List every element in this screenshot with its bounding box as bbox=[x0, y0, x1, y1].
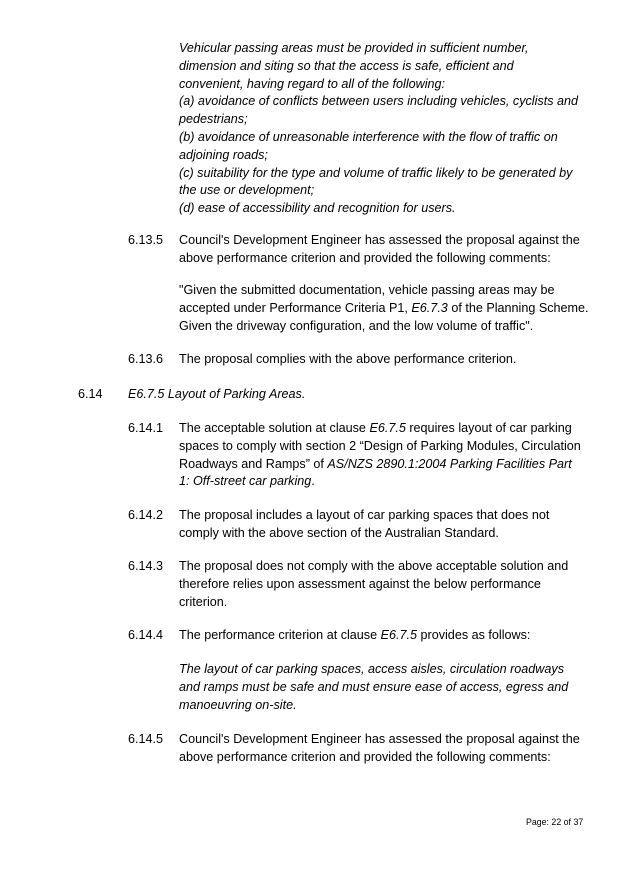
paragraph-line: spaces to comply with section 2 “Design of Parking Modules, Circulation bbox=[179, 438, 581, 453]
engineer-comment-quote bbox=[179, 282, 589, 335]
paragraph-6-14-3 bbox=[179, 558, 568, 611]
paragraph-line: Council's Development Engineer has assessed the proposal against the bbox=[179, 233, 580, 247]
criterion-line: the use or development; bbox=[179, 183, 315, 198]
paragraph-line: Roadways and Ramps” of AS/NZS 2890.1:2004 Parking Facilities Part bbox=[179, 456, 572, 471]
clause-reference: E6.7.5 bbox=[380, 628, 418, 642]
paragraph-line: comply with the above section of the Australian Standard. bbox=[179, 525, 499, 540]
criterion-line: pedestrians; bbox=[179, 112, 248, 127]
paragraph-line: 1: Off-street car parking. bbox=[179, 474, 315, 489]
criterion-line: dimension and siting so that the access is safe, efficient and bbox=[179, 58, 514, 73]
paragraph-line: above performance criterion and provided the following comments: bbox=[179, 749, 551, 764]
criterion-line: (b) avoidance of unreasonable interference with the flow of traffic on bbox=[179, 129, 558, 144]
paragraph-number-6-14-3: 6.14.3 bbox=[128, 559, 164, 573]
paragraph-line: above performance criterion and provided the following comments: bbox=[179, 250, 551, 265]
paragraph-6-14-2 bbox=[179, 507, 549, 543]
paragraph-number-6-14-1: 6.14.1 bbox=[128, 421, 164, 435]
paragraph-number-6-14-2: 6.14.2 bbox=[128, 508, 164, 522]
paragraph-line: Council's Development Engineer has assessed the proposal against the bbox=[179, 732, 580, 746]
clause-reference: E6.7.3 bbox=[411, 300, 448, 315]
paragraph-number-6-14-5: 6.14.5 bbox=[128, 732, 164, 746]
performance-criterion-parking-layout bbox=[179, 661, 568, 714]
performance-criterion-passing-areas bbox=[179, 40, 578, 218]
clause-reference: E6.7.5 bbox=[369, 421, 406, 435]
criterion-line: (c) suitability for the type and volume of traffic likely to be generated by bbox=[179, 165, 573, 180]
paragraph-line: criterion. bbox=[179, 594, 228, 609]
paragraph-6-14-4: The performance criterion at clause E6.7.5 provides as follows: bbox=[179, 628, 531, 642]
criterion-line: adjoining roads; bbox=[179, 147, 268, 162]
paragraph-6-14-1 bbox=[179, 420, 581, 491]
section-number-6-14: 6.14 bbox=[78, 387, 103, 401]
paragraph-6-14-5 bbox=[179, 731, 580, 767]
standard-reference: AS/NZS 2890.1:2004 Parking Facilities Part bbox=[327, 456, 572, 471]
paragraph-line: The proposal includes a layout of car parking spaces that does not bbox=[179, 508, 550, 522]
quote-line: accepted under Performance Criteria P1, E6.7.3 of the Planning Scheme. bbox=[179, 300, 589, 315]
paragraph-line: therefore relies upon assessment against the below performance bbox=[179, 576, 541, 591]
section-title-6-14: E6.7.5 Layout of Parking Areas. bbox=[128, 387, 306, 401]
paragraph-6-13-6: The proposal complies with the above performance criterion. bbox=[179, 352, 517, 366]
paragraph-line: The acceptable solution at clause E6.7.5 requires layout of car parking bbox=[179, 421, 572, 435]
paragraph-6-13-5 bbox=[179, 232, 580, 268]
criterion-line: (d) ease of accessibility and recognition for users. bbox=[179, 201, 456, 216]
paragraph-number-6-14-4: 6.14.4 bbox=[128, 628, 164, 642]
paragraph-line: The proposal does not comply with the above acceptable solution and bbox=[179, 559, 569, 573]
criterion-line: and ramps must be safe and must ensure ease of access, egress and bbox=[179, 679, 569, 694]
criterion-line: Vehicular passing areas must be provided in sufficient number, bbox=[179, 41, 529, 55]
criterion-line: (a) avoidance of conflicts between users including vehicles, cyclists and bbox=[179, 94, 579, 109]
criterion-line: manoeuvring on-site. bbox=[179, 697, 297, 712]
page-number: Page: 22 of 37 bbox=[526, 817, 584, 827]
quote-line: Given the driveway configuration, and the low volume of traffic". bbox=[179, 318, 534, 333]
quote-line: "Given the submitted documentation, vehicle passing areas may be bbox=[179, 283, 555, 297]
paragraph-number-6-13-5: 6.13.5 bbox=[128, 233, 164, 247]
paragraph-number-6-13-6: 6.13.6 bbox=[128, 352, 164, 366]
criterion-line: The layout of car parking spaces, access aisles, circulation roadways bbox=[179, 662, 564, 676]
criterion-line: convenient, having regard to all of the following: bbox=[179, 76, 446, 91]
standard-reference: 1: Off-street car parking bbox=[179, 474, 312, 489]
